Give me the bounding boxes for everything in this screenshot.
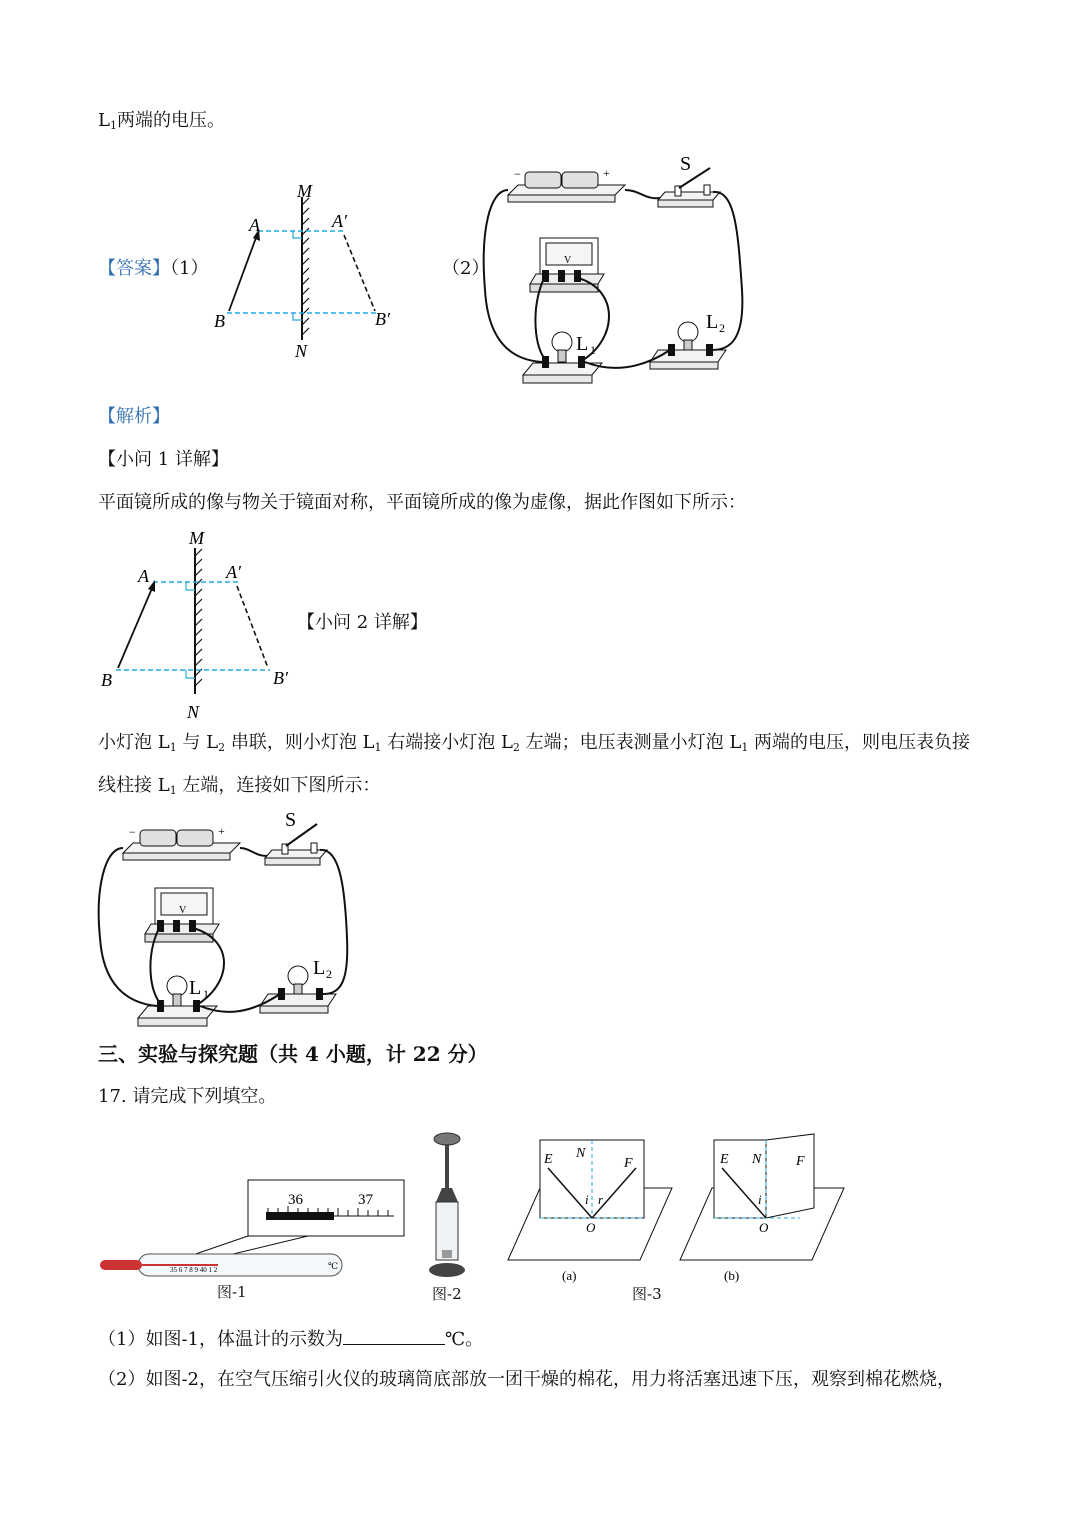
q1-heading: 【小问 1 详解】 [98, 449, 229, 470]
svg-text:N: N [752, 1152, 762, 1167]
svg-text:N: N [576, 1146, 586, 1161]
figure-1-caption: 图-1 [217, 1283, 247, 1301]
svg-text:2: 2 [719, 321, 725, 335]
svg-text:S: S [285, 809, 297, 831]
svg-text:i: i [585, 1192, 589, 1207]
svg-text:B: B [101, 670, 112, 690]
figure-3-reflection-apparatus [500, 1130, 860, 1295]
mirror-diagram-answer [205, 175, 415, 365]
svg-text:i: i [758, 1192, 762, 1207]
svg-text:O: O [759, 1220, 769, 1235]
svg-text:V: V [564, 255, 572, 266]
figure-2-caption: 图-2 [432, 1285, 462, 1303]
q2-heading: 【小问 2 详解】 [297, 612, 428, 633]
svg-text:E: E [544, 1152, 553, 1167]
circuit-diagram-analysis [95, 808, 365, 1038]
svg-text:−: − [514, 167, 521, 181]
svg-text:E: E [720, 1152, 729, 1167]
svg-text:(b): (b) [724, 1268, 740, 1283]
svg-text:F: F [624, 1156, 633, 1171]
svg-text:F: F [796, 1154, 805, 1169]
label-M: M [297, 181, 312, 201]
section-title: 三、实验与探究题（共 4 小题，计 22 分） [98, 1042, 488, 1066]
svg-text:1: 1 [590, 343, 596, 357]
label-N: N [295, 341, 308, 361]
answer-part2: （2） [442, 258, 490, 279]
svg-text:A′: A′ [226, 562, 241, 582]
svg-text:L: L [706, 311, 719, 333]
answer-tag: 【答案】（1） [98, 258, 209, 279]
question-17: 17. 请完成下列填空。 [98, 1086, 277, 1107]
svg-text:−: − [129, 825, 136, 839]
svg-text:r: r [598, 1192, 604, 1207]
svg-text:2: 2 [326, 967, 332, 981]
mirror-diagram-analysis [98, 522, 308, 722]
svg-text:+: + [603, 166, 610, 180]
svg-text:35 6 7 8 9 40 1 2: 35 6 7 8 9 40 1 2 [170, 1266, 218, 1274]
analysis-tag: 【解析】 [98, 406, 170, 427]
label-A-prime: A′ [332, 211, 347, 231]
figure-3-caption: 图-3 [632, 1285, 662, 1303]
svg-text:N: N [187, 702, 200, 722]
svg-text:1: 1 [203, 987, 209, 1001]
svg-text:L: L [313, 957, 326, 979]
label-A: A [249, 215, 260, 235]
svg-text:℃: ℃ [328, 1261, 339, 1271]
svg-text:A: A [138, 566, 149, 586]
svg-text:V: V [179, 905, 187, 916]
question-17-part-2: （2）如图-2，在空气压缩引火仪的玻璃筒底部放一团干燥的棉花，用力将活塞迅速下压，观察到棉花燃烧， [98, 1369, 955, 1390]
q2-text-line1: 小灯泡 $L_1$ 与 $L_2$ 串联，则小灯泡 $L_1$ 右端接小灯泡 $L_2$ 左端；电压表测量小灯泡 $L_1$ 两端的电压，则电压表负接 [98, 732, 971, 754]
answer-blank[interactable] [343, 1328, 445, 1345]
label-B-prime: B′ [375, 309, 390, 329]
circuit-diagram-answer [480, 150, 750, 390]
figure-2-air-compression-igniter [422, 1130, 472, 1285]
question-17-part-1: （1）如图-1，体温计的示数为 ℃。 [98, 1329, 484, 1350]
q1-text: 平面镜所成的像与物关于镜面对称，平面镜所成的像为虚像，据此作图如下所示： [98, 492, 746, 513]
svg-text:37: 37 [358, 1192, 373, 1208]
figure-1-thermometer [98, 1170, 418, 1310]
svg-text:L: L [576, 333, 589, 355]
svg-text:B′: B′ [273, 668, 288, 688]
svg-text:O: O [586, 1220, 596, 1235]
svg-text:+: + [218, 824, 225, 838]
svg-text:M: M [189, 528, 204, 548]
svg-text:36: 36 [288, 1192, 303, 1208]
top-line: $L_1$两端的电压。 [98, 110, 225, 132]
svg-text:S: S [680, 153, 692, 175]
q2-text-line2: 线柱接 $L_1$ 左端，连接如下图所示： [98, 775, 381, 797]
label-B: B [214, 311, 225, 331]
svg-text:(a): (a) [562, 1268, 577, 1283]
svg-text:L: L [189, 977, 202, 999]
